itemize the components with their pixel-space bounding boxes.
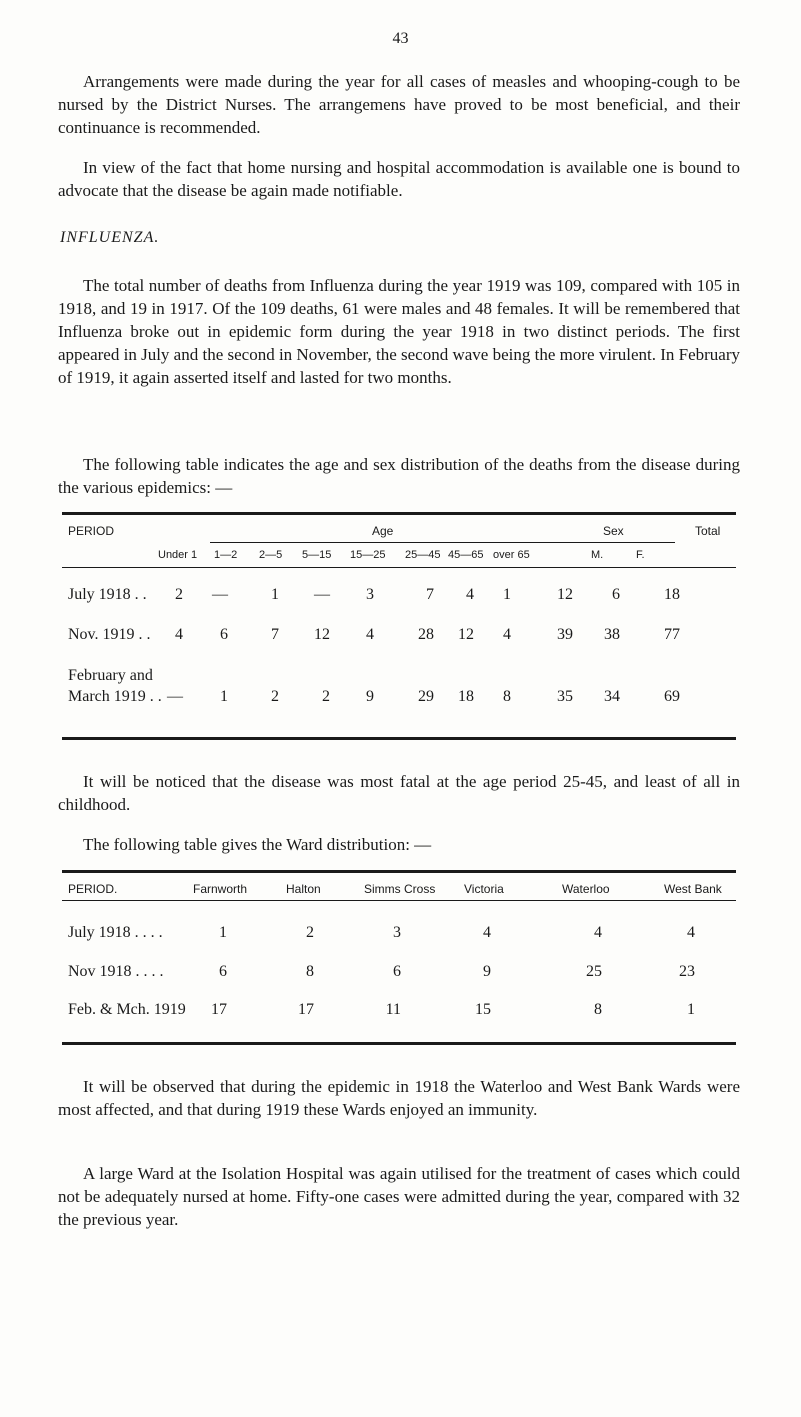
subheader-2-5: 2—5 xyxy=(259,549,283,561)
table-cell: 12 xyxy=(314,626,330,643)
col-header-total: Total xyxy=(695,524,721,538)
page-number: 43 xyxy=(392,30,409,47)
table-cell: 4 xyxy=(594,924,602,941)
paragraph-measles: Arrangements were made during the year for all cases of measles and whooping-cough to be nursed by the District Nurses. The arrangemens have proved to be most beneficial, and their continuance is recommended. xyxy=(58,72,740,137)
table-cell: 6 xyxy=(612,586,620,603)
subheader-female: F. xyxy=(636,549,645,561)
col-header-waterloo: Waterloo xyxy=(562,882,610,896)
table-cell: 2 xyxy=(175,586,183,603)
table-cell: 1 xyxy=(219,924,227,941)
table-cell: 2 xyxy=(306,924,314,941)
paragraph-age-table-intro: The following table indicates the age and sex distribution of the deaths from the disease during the various epidemics: — xyxy=(58,455,740,497)
table-cell: 2 xyxy=(322,688,330,705)
table-cell: 6 xyxy=(220,626,228,643)
subheader-1-2: 1—2 xyxy=(214,549,238,561)
paragraph-isolation-hospital: A large Ward at the Isolation Hospital was again utilised for the treatment of cases which could not be adequately nursed at home. Fifty-one cases were admitted during the year, compared with 32 the previous year. xyxy=(58,1164,740,1229)
table-cell: 69 xyxy=(664,688,680,705)
table-cell: 29 xyxy=(418,688,434,705)
table-cell: 2 xyxy=(271,688,279,705)
table-cell: 6 xyxy=(393,963,401,980)
col-header-simms-cross: Simms Cross xyxy=(364,882,436,896)
table-cell: 12 xyxy=(557,586,573,603)
table-cell: 1 xyxy=(503,586,511,603)
row-label: July 1918 . . xyxy=(68,586,147,603)
row-label: July 1918 . . . . xyxy=(68,924,163,941)
table-cell: 25 xyxy=(586,963,602,980)
row-label: Nov. 1919 . . xyxy=(68,626,151,643)
paragraph-age-observation: It will be noticed that the disease was most fatal at the age period 25-45, and least of all in childhood. xyxy=(58,772,740,814)
table-rule xyxy=(62,870,736,873)
subheader-25-45: 25—45 xyxy=(405,549,441,561)
table-cell: 7 xyxy=(426,586,434,603)
table-cell: 4 xyxy=(175,626,183,643)
table-rule xyxy=(62,737,736,740)
table-rule xyxy=(62,1042,736,1045)
row-label: Nov 1918 . . . . xyxy=(68,963,164,980)
subheader-over-65: over 65 xyxy=(493,549,530,561)
table-cell: 15 xyxy=(475,1001,491,1018)
subheader-5-15: 5—15 xyxy=(302,549,332,561)
table-cell: 38 xyxy=(604,626,620,643)
table-cell: 3 xyxy=(366,586,374,603)
paragraph-notifiable: In view of the fact that home nursing and hospital accommodation is available one is bound to advocate that the disease be again made notifiable. xyxy=(58,158,740,200)
col-header-sex: Sex xyxy=(603,524,624,538)
table-cell: 4 xyxy=(483,924,491,941)
table-cell: 4 xyxy=(466,586,474,603)
table-cell: 77 xyxy=(664,626,680,643)
col-header-west-bank: West Bank xyxy=(664,882,722,896)
table-cell: 1 xyxy=(220,688,228,705)
subheader-45-65: 45—65 xyxy=(448,549,484,561)
table-cell: 4 xyxy=(366,626,374,643)
subheader-15-25: 15—25 xyxy=(350,549,386,561)
table-cell: 12 xyxy=(458,626,474,643)
table-cell: 3 xyxy=(393,924,401,941)
table-cell: 1 xyxy=(271,586,279,603)
table-cell: — xyxy=(167,688,183,705)
table-cell: 11 xyxy=(385,1001,401,1018)
table-rule xyxy=(62,900,736,901)
section-heading-influenza: INFLUENZA. xyxy=(60,229,160,246)
table-cell: 18 xyxy=(458,688,474,705)
subheader-under-1: Under 1 xyxy=(158,549,198,561)
col-header-period: PERIOD xyxy=(68,524,115,538)
subheader-male: M. xyxy=(591,549,604,561)
table-cell: 6 xyxy=(219,963,227,980)
row-label-prefix: February and xyxy=(68,667,153,684)
paragraph-influenza-deaths: The total number of deaths from Influenza during the year 1919 was 109, compared with 105 in 1918, and 19 in 1917. Of the 109 deaths, 61 were males and 48 females. It will be remembered that Influenza broke out in epidemic form during the year 1918 in two distinct periods. The first appeared in July and the second in November, the second wave being the more virulent. In February of 1919, it again asserted itself and lasted for two months. xyxy=(58,276,740,387)
table-cell: 39 xyxy=(557,626,573,643)
table-cell: 8 xyxy=(503,688,511,705)
row-label: Feb. & Mch. 1919 xyxy=(68,1001,186,1018)
table-cell: — xyxy=(212,586,228,603)
col-header-victoria: Victoria xyxy=(464,882,504,896)
table-cell: 8 xyxy=(306,963,314,980)
table-cell: 23 xyxy=(679,963,695,980)
table-cell: 17 xyxy=(298,1001,314,1018)
table-cell: 34 xyxy=(604,688,620,705)
table-rule xyxy=(62,512,736,515)
col-header-halton: Halton xyxy=(286,882,321,896)
paragraph-ward-table-intro: The following table gives the Ward distribution: — xyxy=(83,835,432,854)
table-cell: 7 xyxy=(271,626,279,643)
table-cell: 1 xyxy=(687,1001,695,1018)
col-header-farnworth: Farnworth xyxy=(193,882,248,896)
paragraph-ward-observation: It will be observed that during the epidemic in 1918 the Waterloo and West Bank Wards were most affected, and that during 1919 these Wards enjoyed an immunity. xyxy=(58,1077,740,1119)
row-label: March 1919 . . xyxy=(68,688,162,705)
table-cell: 9 xyxy=(366,688,374,705)
table-cell: 9 xyxy=(483,963,491,980)
table-cell: 4 xyxy=(687,924,695,941)
table-rule xyxy=(210,542,675,543)
col-header-age: Age xyxy=(372,524,394,538)
table-cell: 17 xyxy=(211,1001,227,1018)
table-cell: 28 xyxy=(418,626,434,643)
table-cell: — xyxy=(314,586,330,603)
table-cell: 18 xyxy=(664,586,680,603)
table-cell: 8 xyxy=(594,1001,602,1018)
col-header-period: PERIOD. xyxy=(68,882,118,896)
table-rule xyxy=(62,567,736,568)
table-cell: 35 xyxy=(557,688,573,705)
table-cell: 4 xyxy=(503,626,511,643)
